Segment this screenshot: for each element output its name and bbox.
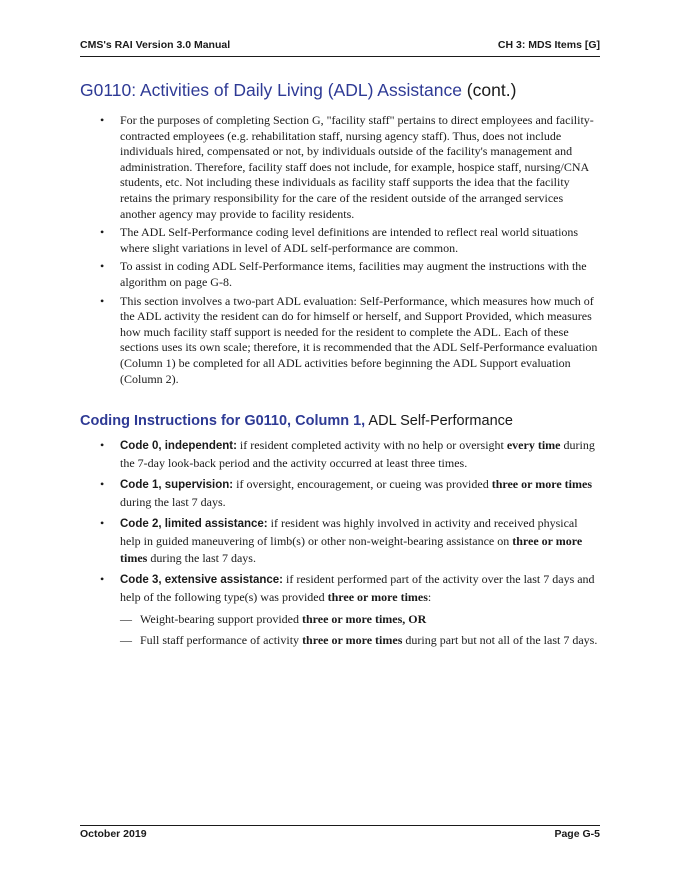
code-3-sub2-text-2: during part but not all of the last 7 days. [402,633,598,647]
section-heading-blue: Coding Instructions for G0110, Column 1, [80,413,366,429]
code-1-emphasis: three or more times [491,477,592,491]
code-3-emphasis: three or more times [327,590,428,604]
code-1-label: Code 1, supervision: [120,479,234,491]
page-title-main: G0110: Activities of Daily Living (ADL) Assistance [80,80,462,100]
section-heading-rest: ADL Self-Performance [365,413,513,429]
code-0-label: Code 0, independent: [120,440,237,452]
code-3-label: Code 3, extensive assistance: [120,574,283,586]
code-2-item [80,515,600,567]
page-title [80,79,516,101]
code-2-text-2: during the last 7 days. [147,551,256,565]
page-header [80,39,600,55]
code-3-sub2-emphasis: three or more times [302,633,403,647]
footer-page-number: Page G-5 [554,828,600,840]
intro-bullet-coding-levels: • The ADL Self-Performance coding level definitions are intended to reflect real world situations where slight variations in level of ADL self-performance are common. [80,225,600,256]
code-0-item [80,437,600,472]
header-chapter: CH 3: MDS Items [G] [497,39,600,51]
code-3-text-1: if resident performed part of the activity over the last 7 days and help of the following type(s) was provided [120,572,595,604]
code-3-sub-weight-bearing [120,611,600,627]
code-3-sub2-text-1: Full staff performance of activity [140,633,303,647]
code-3-sub-full-staff [120,632,600,648]
page-footer [80,828,600,844]
code-0-text-2: during the 7-day look-back period and the activity occurred at least three times. [120,438,595,470]
code-3-sub1-text: Weight-bearing support provided [140,612,302,626]
intro-bullet-facility-staff: • For the purposes of completing Section G, "facility staff" pertains to direct employees and facility-contracted employees (e.g. rehabilitation staff, nursing agency staff). Thus, does not include individuals hired, compensated or not, by individuals outside of the facility's management and administration. Therefore, facility staff does not include, for example, hospice staff, nursing/CNA students, etc. Not including these individuals as facility staff supports the idea that the facility retains the primary responsibility for the care of the resident outside of the arranged services another agency may provide to facility residents. [80,113,600,222]
coding-instructions-list [80,437,600,653]
code-2-text-1: if resident was highly involved in activity and received physical help in guided maneuvering of limb(s) or other non-weight-bearing assistance on [120,516,578,548]
intro-bullet-algorithm: • To assist in coding ADL Self-Performance items, facilities may augment the instructions with the algorithm on page G-8. [80,259,600,290]
code-2-label: Code 2, limited assistance: [120,518,268,530]
intro-bullet-two-part-evaluation: • This section involves a two-part ADL evaluation: Self-Performance, which measures how much of the ADL activity the resident can do for himself or herself, and Support Provided, which measures how much facility staff support is needed for the resident to complete the ADL. Each of these sections uses its own scale; therefore, it is recommended that the ADL Self-Performance evaluation (Column 1) be completed for all ADL activities before beginning the ADL Support evaluation (Column 2). [80,294,600,388]
footer-divider [80,825,600,826]
code-1-item [80,476,600,511]
code-2-emphasis: three or more times [120,534,583,565]
header-manual-title: CMS's RAI Version 3.0 Manual [80,39,231,51]
page-title-suffix: (cont.) [461,80,517,100]
code-1-text-2: during the last 7 days. [120,495,226,509]
header-divider [80,56,600,57]
code-3-text-2: : [427,590,432,604]
code-1-text-1: if oversight, encouragement, or cueing was provided [233,477,492,491]
code-3-item [80,571,600,648]
code-3-sub1-emphasis: three or more times, OR [302,612,427,626]
footer-date: October 2019 [80,828,147,840]
code-3-sublist [120,611,600,648]
code-0-text-1: if resident completed activity with no help or oversight [236,438,507,452]
intro-bullet-list [80,113,600,390]
section-heading [80,411,513,431]
code-0-emphasis: every time [506,438,561,452]
